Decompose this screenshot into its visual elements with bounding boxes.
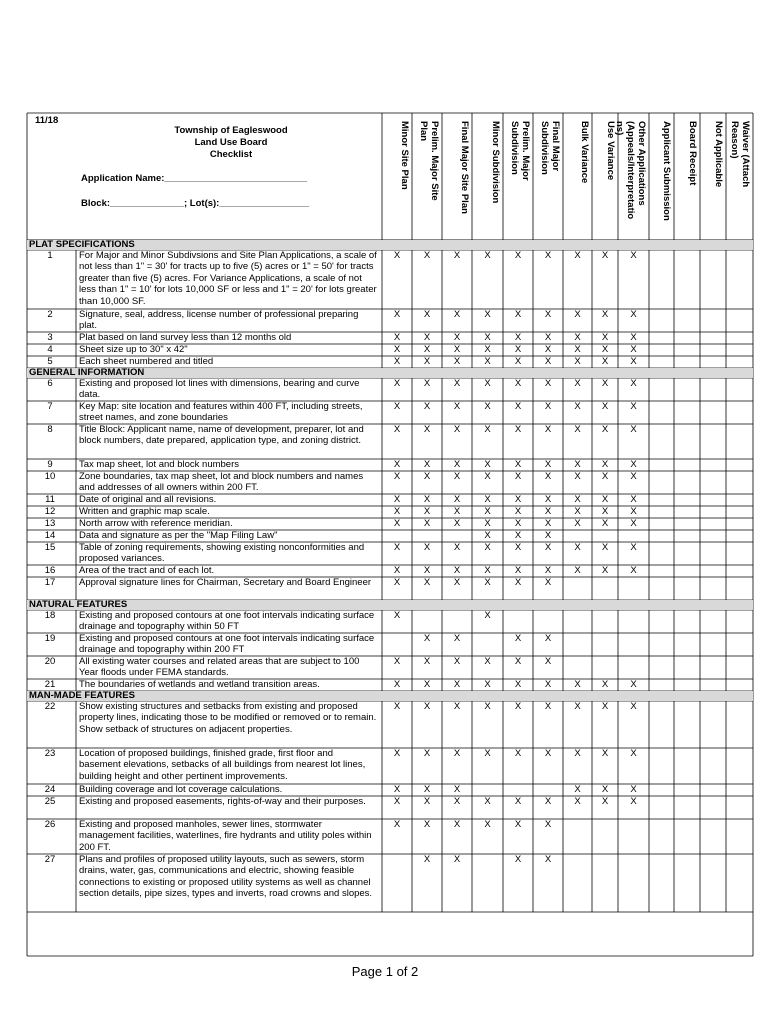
check-mark: X — [484, 530, 491, 541]
check-mark: X — [393, 748, 401, 759]
check-mark: X — [514, 471, 522, 482]
check-mark: X — [453, 633, 461, 644]
check-mark: X — [601, 332, 609, 343]
check-mark: X — [630, 250, 637, 261]
check-mark: X — [630, 701, 637, 712]
row-description: Zone boundaries, tax map sheet, lot and block numbers and names and addresses of all owners within 200 FT. — [79, 471, 364, 494]
check-mark: X — [423, 796, 431, 807]
check-mark: X — [423, 356, 431, 367]
check-mark: X — [574, 401, 581, 412]
check-mark: X — [630, 518, 637, 529]
check-mark: X — [601, 356, 609, 367]
check-mark: X — [453, 577, 461, 588]
check-mark: X — [484, 679, 491, 690]
column-header: Use Variance — [605, 121, 616, 181]
check-mark: X — [453, 471, 461, 482]
check-mark: X — [630, 332, 637, 343]
row-number: 17 — [44, 577, 56, 588]
page-title — [87, 125, 375, 161]
check-mark: X — [514, 518, 522, 529]
row-number: 5 — [47, 356, 53, 367]
row-number: 15 — [44, 542, 56, 553]
row-number: 20 — [44, 656, 56, 667]
check-mark: X — [544, 459, 552, 470]
column-header: Prelim. Major Site Plan — [418, 121, 440, 201]
row-number: 24 — [44, 784, 56, 795]
row-description: Table of zoning requirements, showing existing nonconformities and proposed variances. — [79, 542, 365, 565]
row-description: Tax map sheet, lot and block numbers — [79, 459, 240, 470]
check-mark: X — [544, 494, 552, 505]
column-header: Minor Site Plan — [399, 121, 410, 190]
check-mark: X — [453, 748, 461, 759]
title-line: Checklist — [209, 149, 253, 160]
check-mark: X — [423, 378, 431, 389]
row-description: For Major and Minor Subdivsions and Site Plan Applications, a scale of not less than 1" = 30' for tracts up to five (5) acres or 1" = 50' for tracts greater than five (5) acres. For Variance Applications, a scale of not less than 1" = 10' for lots 10,000 SF or less and 1" = 20' for lots greater than 10,000 SF. — [79, 250, 377, 307]
row-description: Existing and proposed contours at one foot intervals indicating surface drainage and topography within 200 FT — [79, 633, 375, 656]
check-mark: X — [544, 748, 552, 759]
row-number: 13 — [44, 518, 56, 529]
row-number: 9 — [47, 459, 53, 470]
section-bar — [27, 691, 753, 701]
check-mark: X — [630, 679, 637, 690]
check-mark: X — [393, 796, 401, 807]
column-header: Board Receipt — [687, 121, 698, 186]
check-mark: X — [544, 565, 552, 576]
row-number: 22 — [44, 701, 56, 712]
check-mark: X — [484, 506, 491, 517]
check-mark: X — [514, 424, 522, 435]
check-mark: X — [601, 250, 609, 261]
check-mark: X — [484, 332, 491, 343]
section-title: GENERAL INFORMATION — [29, 367, 145, 378]
column-header: Other Applications (Appeals/Interpretatio ns) — [614, 121, 647, 220]
check-mark: X — [574, 679, 581, 690]
check-mark: X — [514, 565, 522, 576]
check-mark: X — [484, 459, 491, 470]
check-mark: X — [514, 378, 522, 389]
check-mark: X — [630, 459, 637, 470]
check-mark: X — [601, 471, 609, 482]
row-number: 3 — [47, 332, 53, 343]
check-mark: X — [601, 424, 609, 435]
check-mark: X — [514, 401, 522, 412]
check-mark: X — [393, 565, 401, 576]
check-mark: X — [484, 344, 491, 355]
check-mark: X — [601, 459, 609, 470]
check-mark: X — [630, 506, 637, 517]
check-mark: X — [574, 344, 581, 355]
check-mark: X — [544, 356, 552, 367]
check-mark: X — [544, 506, 552, 517]
check-mark: X — [423, 701, 431, 712]
check-mark: X — [574, 542, 581, 553]
check-mark: X — [453, 518, 461, 529]
check-mark: X — [574, 424, 581, 435]
row-description: North arrow with reference meridian. — [79, 518, 233, 529]
check-mark: X — [544, 332, 552, 343]
check-mark: X — [423, 819, 431, 830]
check-mark: X — [514, 854, 522, 865]
check-mark: X — [574, 565, 581, 576]
row-number: 4 — [47, 344, 53, 355]
check-mark: X — [574, 748, 581, 759]
row-number: 7 — [47, 401, 53, 412]
check-mark: X — [423, 459, 431, 470]
check-mark: X — [574, 378, 581, 389]
check-mark: X — [393, 679, 401, 690]
check-mark: X — [514, 542, 522, 553]
check-mark: X — [630, 471, 637, 482]
check-mark: X — [484, 309, 491, 320]
column-header: Applicant Submission — [661, 121, 672, 221]
check-mark: X — [393, 784, 401, 795]
row-number: 1 — [47, 250, 53, 261]
check-mark: X — [544, 344, 552, 355]
check-mark: X — [630, 378, 637, 389]
check-mark: X — [574, 506, 581, 517]
check-mark: X — [574, 356, 581, 367]
section-bar — [27, 600, 753, 610]
column-header: Minor Subdivision — [490, 121, 501, 204]
check-mark: X — [544, 471, 552, 482]
row-number: 26 — [44, 819, 56, 830]
check-mark: X — [423, 656, 431, 667]
check-mark: X — [423, 309, 431, 320]
check-mark: X — [630, 344, 637, 355]
check-mark: X — [484, 656, 491, 667]
check-mark: X — [574, 332, 581, 343]
check-mark: X — [514, 633, 522, 644]
check-mark: X — [514, 748, 522, 759]
column-header: Prelim. Major Subdivision — [509, 121, 531, 181]
row-description: The boundaries of wetlands and wetland transition areas. — [79, 679, 320, 690]
check-mark: X — [574, 309, 581, 320]
check-mark: X — [423, 577, 431, 588]
check-mark: X — [393, 819, 401, 830]
column-header: Not Applicable — [713, 121, 724, 188]
check-mark: X — [453, 656, 461, 667]
check-mark: X — [574, 518, 581, 529]
check-mark: X — [574, 784, 581, 795]
check-mark: X — [514, 701, 522, 712]
row-number: 16 — [44, 565, 56, 576]
check-mark: X — [423, 471, 431, 482]
check-mark: X — [630, 309, 637, 320]
check-mark: X — [453, 401, 461, 412]
check-mark: X — [514, 506, 522, 517]
check-mark: X — [423, 518, 431, 529]
check-mark: X — [574, 459, 581, 470]
section-title: PLAT SPECIFICATIONS — [29, 239, 135, 250]
check-mark: X — [423, 542, 431, 553]
check-mark: X — [484, 356, 491, 367]
check-mark: X — [601, 748, 609, 759]
row-description: Approval signature lines for Chairman, Secretary and Board Engineer — [79, 577, 372, 588]
check-mark: X — [393, 542, 401, 553]
row-description: Existing and proposed easements, rights-of-way and their purposes. — [79, 796, 366, 807]
check-mark: X — [393, 494, 401, 505]
check-mark: X — [453, 424, 461, 435]
check-mark: X — [453, 565, 461, 576]
page-number: Page 1 of 2 — [351, 964, 419, 979]
check-mark: X — [630, 565, 637, 576]
check-mark: X — [484, 378, 491, 389]
row-description: Plat based on land survey less than 12 months old — [79, 332, 292, 343]
check-mark: X — [423, 401, 431, 412]
check-mark: X — [601, 518, 609, 529]
check-mark: X — [601, 309, 609, 320]
check-mark: X — [453, 459, 461, 470]
row-description: Title Block: Applicant name, name of development, preparer, lot and block numbers, date prepared, application type, and zoning district. — [79, 424, 364, 447]
check-mark: X — [574, 494, 581, 505]
check-mark: X — [393, 250, 401, 261]
check-mark: X — [544, 819, 552, 830]
check-mark: X — [484, 565, 491, 576]
check-mark: X — [453, 494, 461, 505]
check-mark: X — [393, 356, 401, 367]
check-mark: X — [453, 542, 461, 553]
check-mark: X — [544, 633, 552, 644]
check-mark: X — [514, 344, 522, 355]
row-number: 23 — [44, 748, 56, 759]
check-mark: X — [544, 401, 552, 412]
check-mark: X — [453, 309, 461, 320]
check-mark: X — [484, 401, 491, 412]
check-mark: X — [484, 748, 491, 759]
check-mark: X — [601, 506, 609, 517]
check-mark: X — [423, 633, 431, 644]
check-mark: X — [544, 701, 552, 712]
check-mark: X — [630, 424, 637, 435]
check-mark: X — [423, 679, 431, 690]
row-number: 8 — [47, 424, 53, 435]
row-number: 27 — [44, 854, 56, 865]
row-description: Area of the tract and of each lot. — [79, 565, 215, 576]
check-mark: X — [544, 518, 552, 529]
check-mark: X — [484, 494, 491, 505]
row-description: Building coverage and lot coverage calculations. — [79, 784, 283, 795]
check-mark: X — [393, 424, 401, 435]
check-mark: X — [423, 784, 431, 795]
row-number: 10 — [44, 471, 56, 482]
check-mark: X — [544, 656, 552, 667]
check-mark: X — [630, 796, 637, 807]
check-mark: X — [393, 378, 401, 389]
check-mark: X — [453, 784, 461, 795]
row-description: Sheet size up to 30" x 42" — [79, 344, 188, 355]
check-mark: X — [574, 250, 581, 261]
check-mark: X — [423, 424, 431, 435]
column-header: Bulk Variance — [579, 121, 590, 184]
check-mark: X — [484, 610, 491, 621]
column-header: Waiver (Attach Reason) — [729, 121, 751, 188]
check-mark: X — [601, 701, 609, 712]
check-mark: X — [393, 518, 401, 529]
row-description: Each sheet numbered and titled — [79, 356, 214, 367]
check-mark: X — [601, 378, 609, 389]
check-mark: X — [514, 494, 522, 505]
check-mark: X — [514, 796, 522, 807]
check-mark: X — [514, 356, 522, 367]
check-mark: X — [630, 784, 637, 795]
block-lot-field[interactable]: Block:______________; Lot(s):_________________ — [81, 198, 310, 209]
check-mark: X — [630, 748, 637, 759]
row-description: Written and graphic map scale. — [79, 506, 210, 517]
row-number: 6 — [47, 378, 53, 389]
check-mark: X — [453, 679, 461, 690]
check-mark: X — [453, 250, 461, 261]
check-mark: X — [453, 506, 461, 517]
check-mark: X — [601, 784, 609, 795]
check-mark: X — [423, 344, 431, 355]
row-number: 14 — [44, 530, 56, 541]
check-mark: X — [453, 332, 461, 343]
check-mark: X — [393, 506, 401, 517]
check-mark: X — [544, 796, 552, 807]
column-header: Final Major Subdivision — [539, 121, 561, 175]
row-description: Existing and proposed lot lines with dimensions, bearing and curve data. — [79, 378, 360, 401]
check-mark: X — [484, 577, 491, 588]
row-description: Show existing structures and setbacks from existing and proposed property lines, indicating those to be modified or removed or to remain. Show setback of structures on adjacent properties. — [79, 701, 377, 735]
check-mark: X — [630, 401, 637, 412]
row-description: Existing and proposed manholes, sewer lines, stormwater management facilities, waterlines, fire hydrants and utility poles within 200 FT. — [79, 819, 372, 853]
row-description: Key Map: site location and features within 400 FT, including streets, street names, and zone boundaries — [79, 401, 363, 424]
check-mark: X — [393, 309, 401, 320]
check-mark: X — [514, 656, 522, 667]
check-mark: X — [484, 796, 491, 807]
check-mark: X — [453, 356, 461, 367]
title-line: Land Use Board — [194, 137, 268, 148]
check-mark: X — [601, 401, 609, 412]
check-mark: X — [453, 378, 461, 389]
check-mark: X — [484, 250, 491, 261]
row-number: 19 — [44, 633, 56, 644]
column-header: Final Major Site Plan — [459, 121, 470, 214]
application-name-field[interactable]: Application Name:___________________________ — [81, 173, 308, 184]
section-title: MAN-MADE FEATURES — [29, 690, 135, 701]
check-mark: X — [601, 542, 609, 553]
check-mark: X — [601, 344, 609, 355]
check-mark: X — [544, 542, 552, 553]
check-mark: X — [423, 250, 431, 261]
check-mark: X — [423, 854, 431, 865]
check-mark: X — [393, 577, 401, 588]
check-mark: X — [544, 577, 552, 588]
date-code: 11/18 — [35, 115, 59, 126]
row-description: Signature, seal, address, license number of professional preparing plat. — [79, 309, 359, 332]
row-description: Location of proposed buildings, finished grade, first floor and basement elevations, setbacks of all buildings from nearest lot lines, building height and other pertinent improvements. — [79, 748, 366, 782]
check-mark: X — [484, 819, 491, 830]
check-mark: X — [514, 819, 522, 830]
title-line: Township of Eagleswood — [174, 125, 288, 136]
check-mark: X — [514, 332, 522, 343]
row-description: All existing water courses and related areas that are subject to 100 Year floods under FEMA standards. — [79, 656, 360, 679]
check-mark: X — [601, 796, 609, 807]
check-mark: X — [453, 344, 461, 355]
section-title: NATURAL FEATURES — [29, 599, 128, 610]
row-description: Date of original and all revisions. — [79, 494, 217, 505]
row-description: Existing and proposed contours at one foot intervals indicating surface drainage and topography within 50 FT — [79, 610, 375, 633]
check-mark: X — [601, 494, 609, 505]
check-mark: X — [393, 344, 401, 355]
check-mark: X — [514, 679, 522, 690]
check-mark: X — [514, 459, 522, 470]
check-mark: X — [484, 471, 491, 482]
check-mark: X — [484, 701, 491, 712]
check-mark: X — [601, 679, 609, 690]
row-number: 21 — [44, 679, 56, 690]
row-number: 18 — [44, 610, 56, 621]
check-mark: X — [574, 471, 581, 482]
check-mark: X — [423, 506, 431, 517]
check-mark: X — [574, 796, 581, 807]
row-number: 12 — [44, 506, 56, 517]
check-mark: X — [514, 577, 522, 588]
row-number: 11 — [45, 494, 55, 505]
row-description: Plans and profiles of proposed utility layouts, such as sewers, storm drains, water, gas, communications and electric, showing feasible connections to existing or proposed utility systems as well as channel section details, pipe sizes, types and inverts, road crowns and slopes. — [79, 854, 373, 900]
row-description: Data and signature as per the "Map Filing Law" — [79, 530, 278, 541]
check-mark: X — [393, 459, 401, 470]
row-number: 25 — [44, 796, 56, 807]
check-mark: X — [393, 656, 401, 667]
check-mark: X — [393, 471, 401, 482]
check-mark: X — [544, 854, 552, 865]
check-mark: X — [484, 518, 491, 529]
check-mark: X — [544, 530, 552, 541]
check-mark: X — [423, 748, 431, 759]
check-mark: X — [601, 565, 609, 576]
check-mark: X — [453, 819, 461, 830]
check-mark: X — [630, 494, 637, 505]
check-mark: X — [423, 494, 431, 505]
check-mark: X — [630, 542, 637, 553]
check-mark: X — [423, 332, 431, 343]
check-mark: X — [514, 250, 522, 261]
check-mark: X — [393, 701, 401, 712]
check-mark: X — [630, 356, 637, 367]
check-mark: X — [544, 378, 552, 389]
check-mark: X — [393, 332, 401, 343]
check-mark: X — [453, 701, 461, 712]
check-mark: X — [484, 424, 491, 435]
check-mark: X — [453, 854, 461, 865]
check-mark: X — [514, 309, 522, 320]
checklist-table — [27, 113, 753, 956]
check-mark: X — [544, 679, 552, 690]
check-mark: X — [393, 610, 401, 621]
row-number: 2 — [47, 309, 53, 320]
check-mark: X — [453, 796, 461, 807]
check-mark: X — [574, 701, 581, 712]
check-mark: X — [484, 542, 491, 553]
check-mark: X — [544, 250, 552, 261]
check-mark: X — [393, 401, 401, 412]
check-mark: X — [544, 424, 552, 435]
check-mark: X — [544, 309, 552, 320]
check-mark: X — [514, 530, 522, 541]
check-mark: X — [423, 565, 431, 576]
